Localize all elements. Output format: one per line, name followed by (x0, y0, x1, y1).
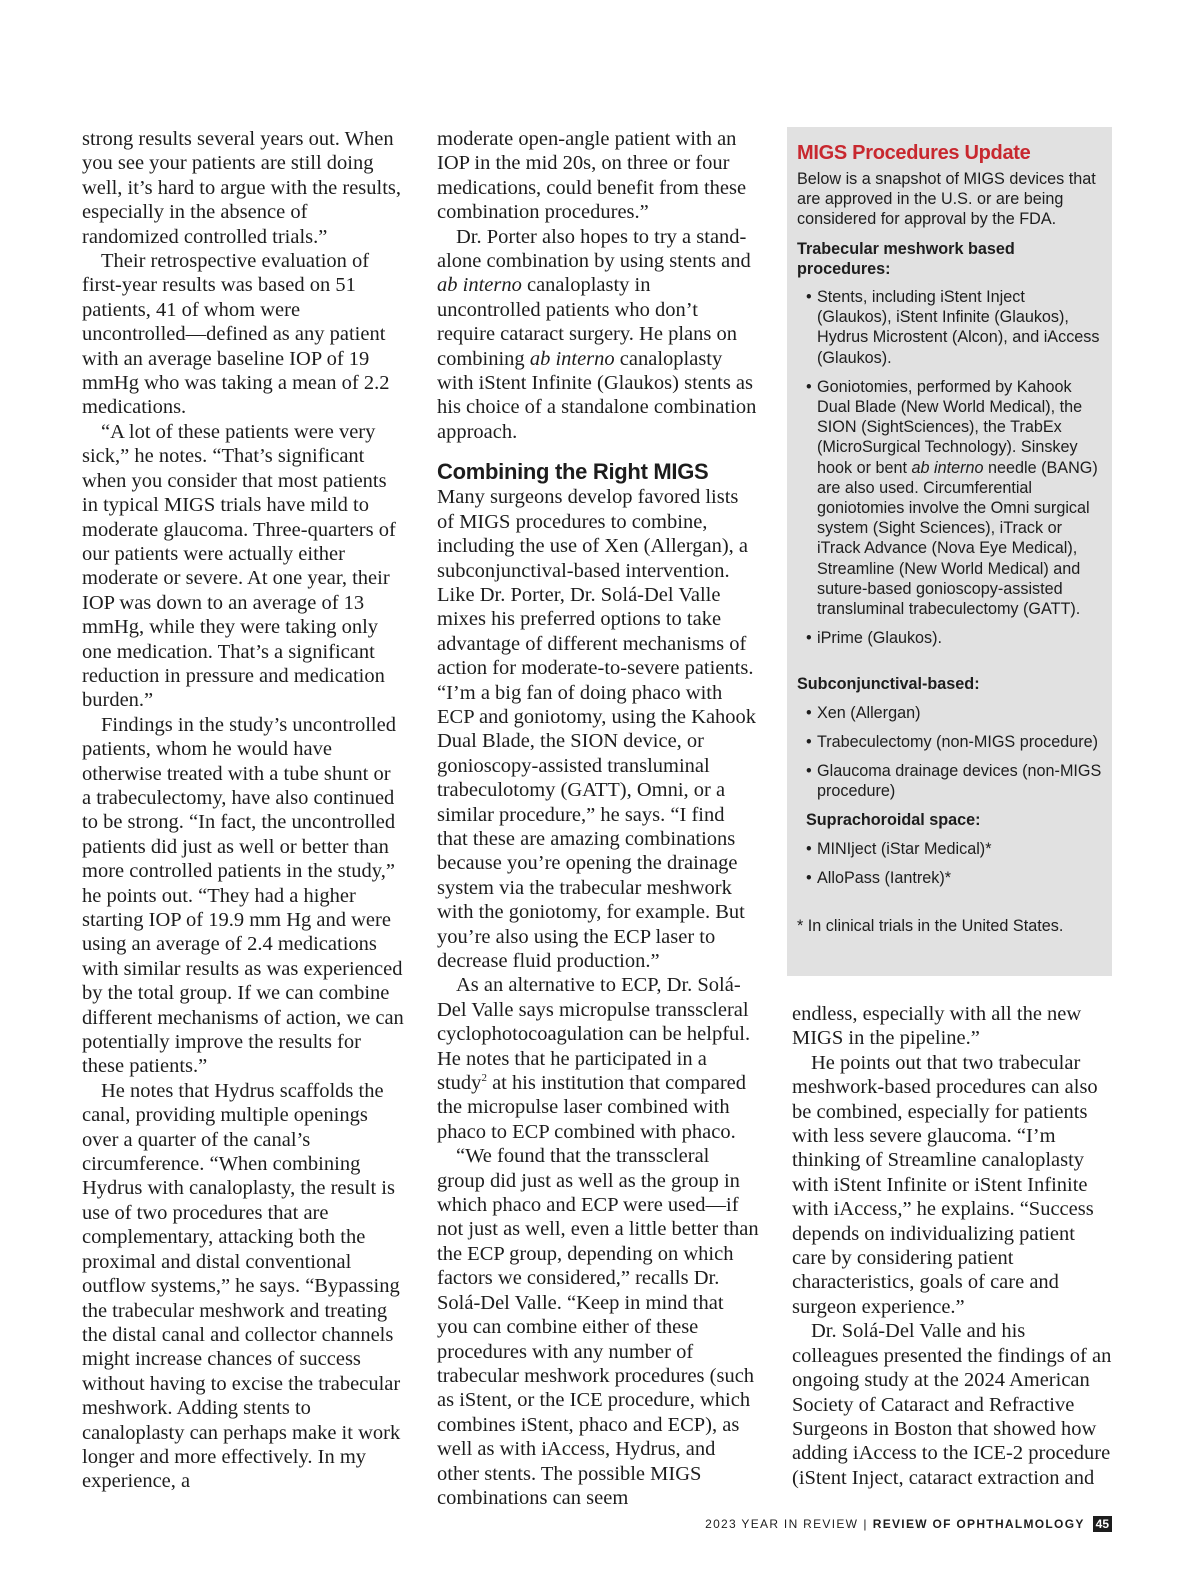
footnote-reference: 2 (481, 1072, 487, 1085)
footer-section: 2023 YEAR IN REVIEW (705, 1517, 859, 1531)
sidebar-heading: Subconjunctival-based: (797, 675, 980, 694)
paragraph: moderate open-angle patient with an IOP in the mid 20s, on three or four medications, could benefit from these combination procedures.” (437, 128, 747, 224)
sidebar-intro: Below is a snapshot of MIGS devices that are approved in the U.S. or are being considered for approval by the FDA. (797, 170, 1096, 229)
list-item: • Glaucoma drainage devices (non-MIGS procedure) (806, 761, 1102, 801)
sidebar-footnote: * In clinical trials in the United States. (797, 917, 1064, 936)
sidebar-heading: Suprachoroidal space: (806, 811, 981, 830)
list-item: • Xen (Allergan) (806, 703, 1102, 723)
paragraph: Dr. Porter also hopes to try a stand-alone combination by using stents and ab interno canaloplasty in uncontrolled patients who don’t require cataract surgery. He plans on combining ab interno canaloplasty with iStent Infinite (Glaukos) stents as his choice of a standalone combination approach. (437, 225, 757, 443)
list-item: • Stents, including iStent Inject (Glaukos), iStent Infinite (Glaukos), Hydrus Microstent (Alcon), and iAccess (Glaukos). (806, 287, 1102, 368)
paragraph: Their retrospective evaluation of first-year results was based on 51 patients, 41 of whom were uncontrolled—defined as any patient with an average baseline IOP of 19 mmHg who was taking a mean of 2.2 medications. (82, 250, 390, 419)
paragraph: As an alternative to ECP, Dr. Solá-Del Valle says micropulse transscleral cyclophotocoagulation can be helpful. He notes that he participated in a study$^2$ at his institution that compared the micropulse laser combined with phaco to ECP combined with phaco. (437, 974, 751, 1143)
list-item: • AlloPass (Iantrek)* (806, 868, 1102, 888)
section-heading: Combining the Right MIGS (437, 459, 709, 485)
article-column-1 (82, 127, 404, 1494)
footer-publication: REVIEW OF OPHTHALMOLOGY (872, 1517, 1085, 1531)
list-item: • Goniotomies, performed by Kahook Dual Blade (New World Medical), the SION (SightSciences), the TrabEx (MicroSurgical Technology). Sinskey hook or bent ab interno needle (BANG) are also used. Circumferential goniotomies involve the Omni surgical system (Sight Sciences), iTrack or iTrack Advance (Nova Eye Medical), Streamline (New World Medical) and suture-based gonioscopy-assisted transluminal trabeculectomy (GATT). (806, 377, 1102, 619)
sidebar-heading: Trabecular meshwork based procedures: (797, 239, 1015, 278)
article-column-3 (792, 1002, 1114, 1490)
page-number: 45 (1093, 1516, 1112, 1532)
article-column-2 (437, 127, 759, 1510)
italic-term: ab interno (529, 347, 615, 370)
suprachoroidal-list (797, 839, 1102, 888)
italic-term: ab interno (437, 274, 522, 297)
trabecular-list (797, 287, 1102, 648)
paragraph: Many surgeons develop favored lists of MIGS procedures to combine, including the use of Xen (Allergan), a subconjunctival-based intervention. Like Dr. Porter, Dr. Solá-Del Valle mixes his preferred options to take advantage of different mechanisms of action for moderate-to-severe patients. “I’m a big fan of doing phaco with ECP and goniotomy, using the Kahook Dual Blade, the SION device, or gonioscopy-assisted transluminal trabeculotomy (GATT), Omni, or a similar procedure,” he says. “I find that these are amazing combinations because you’re opening the drainage system via the trabecular meshwork with the goniotomy, for example. But you’re also using the ECP laser to decrease fluid production.” (437, 486, 757, 972)
migs-sidebar (787, 127, 1112, 976)
paragraph: Dr. Solá-Del Valle and his colleagues presented the findings of an ongoing study at the 2024 American Society of Cataract and Refractive Surgeons in Boston that showed how adding iAccess to the ICE-2 procedure (iStent Inject, cataract extraction and (792, 1320, 1112, 1489)
footer-separator: | (863, 1517, 868, 1531)
page-footer (705, 1516, 1112, 1532)
paragraph: strong results several years out. When you see your patients are still doing well, it’s hard to argue with the results, especially in the absence of randomized controlled trials.” (82, 128, 402, 248)
paragraph: He notes that Hydrus scaffolds the canal, providing multiple openings over a quarter of the canal’s circumference. “When combining Hydrus with canaloplasty, the result is use of two procedures that are complementary, attacking both the proximal and distal conventional outflow systems,” he says. “Bypassing the trabecular meshwork and treating the distal canal and collector channels might increase chances of success without having to excise the trabecular meshwork. Adding stents to canaloplasty can perhaps make it work longer and more effectively. In my experience, a (82, 1079, 401, 1493)
paragraph: “A lot of these patients were very sick,” he notes. “That’s significant when you consider that most patients in typical MIGS trials have mild to moderate glaucoma. Three-quarters of our patients were actually either moderate or severe. At one year, their IOP was down to an average of 13 mmHg, while they were taking only one medication. That’s a significant reduction in pressure and medication burden.” (82, 420, 396, 712)
paragraph: Findings in the study’s uncontrolled patients, whom he would have otherwise treated with a tube shunt or a trabeculectomy, have also continued to be strong. “In fact, the uncontrolled patients did just as well or better than more controlled patients in the study,” he points out. “They had a higher starting IOP of 19.9 mm Hg and were using an average of 2.4 medications with similar results as was experienced by the total group. If we can combine different mechanisms of action, we can potentially improve the results for these patients.” (82, 713, 404, 1078)
list-item: • MINIject (iStar Medical)* (806, 839, 1102, 859)
paragraph: He points out that two trabecular meshwork-based procedures can also be combined, especially for patients with less severe glaucoma. “I’m thinking of Streamline canaloplasty with iStent Infinite or iStent Infinite with iAccess,” he explains. “Success depends on individualizing patient care by considering patient characteristics, goals of care and surgeon experience.” (792, 1051, 1098, 1318)
paragraph: endless, especially with all the new MIGS in the pipeline.” (792, 1003, 1082, 1050)
list-item: • iPrime (Glaukos). (806, 628, 1102, 648)
paragraph: “We found that the transscleral group did just as well as the group in which phaco and ECP were used—if not just as well, even a little better than the ECP group, depending on which factors we considered,” recalls Dr. Solá-Del Valle. “Keep in mind that you can combine either of these procedures with any number of trabecular meshwork procedures (such as iStent, or the ICE procedure, which combines iStent, phaco and ECP), as well as with iAccess, Hydrus, and other stents. The possible MIGS combinations can seem (437, 1145, 759, 1509)
subconjunctival-list (797, 703, 1102, 802)
sidebar-title: MIGS Procedures Update (797, 142, 1031, 164)
list-item: • Trabeculectomy (non-MIGS procedure) (806, 732, 1102, 752)
